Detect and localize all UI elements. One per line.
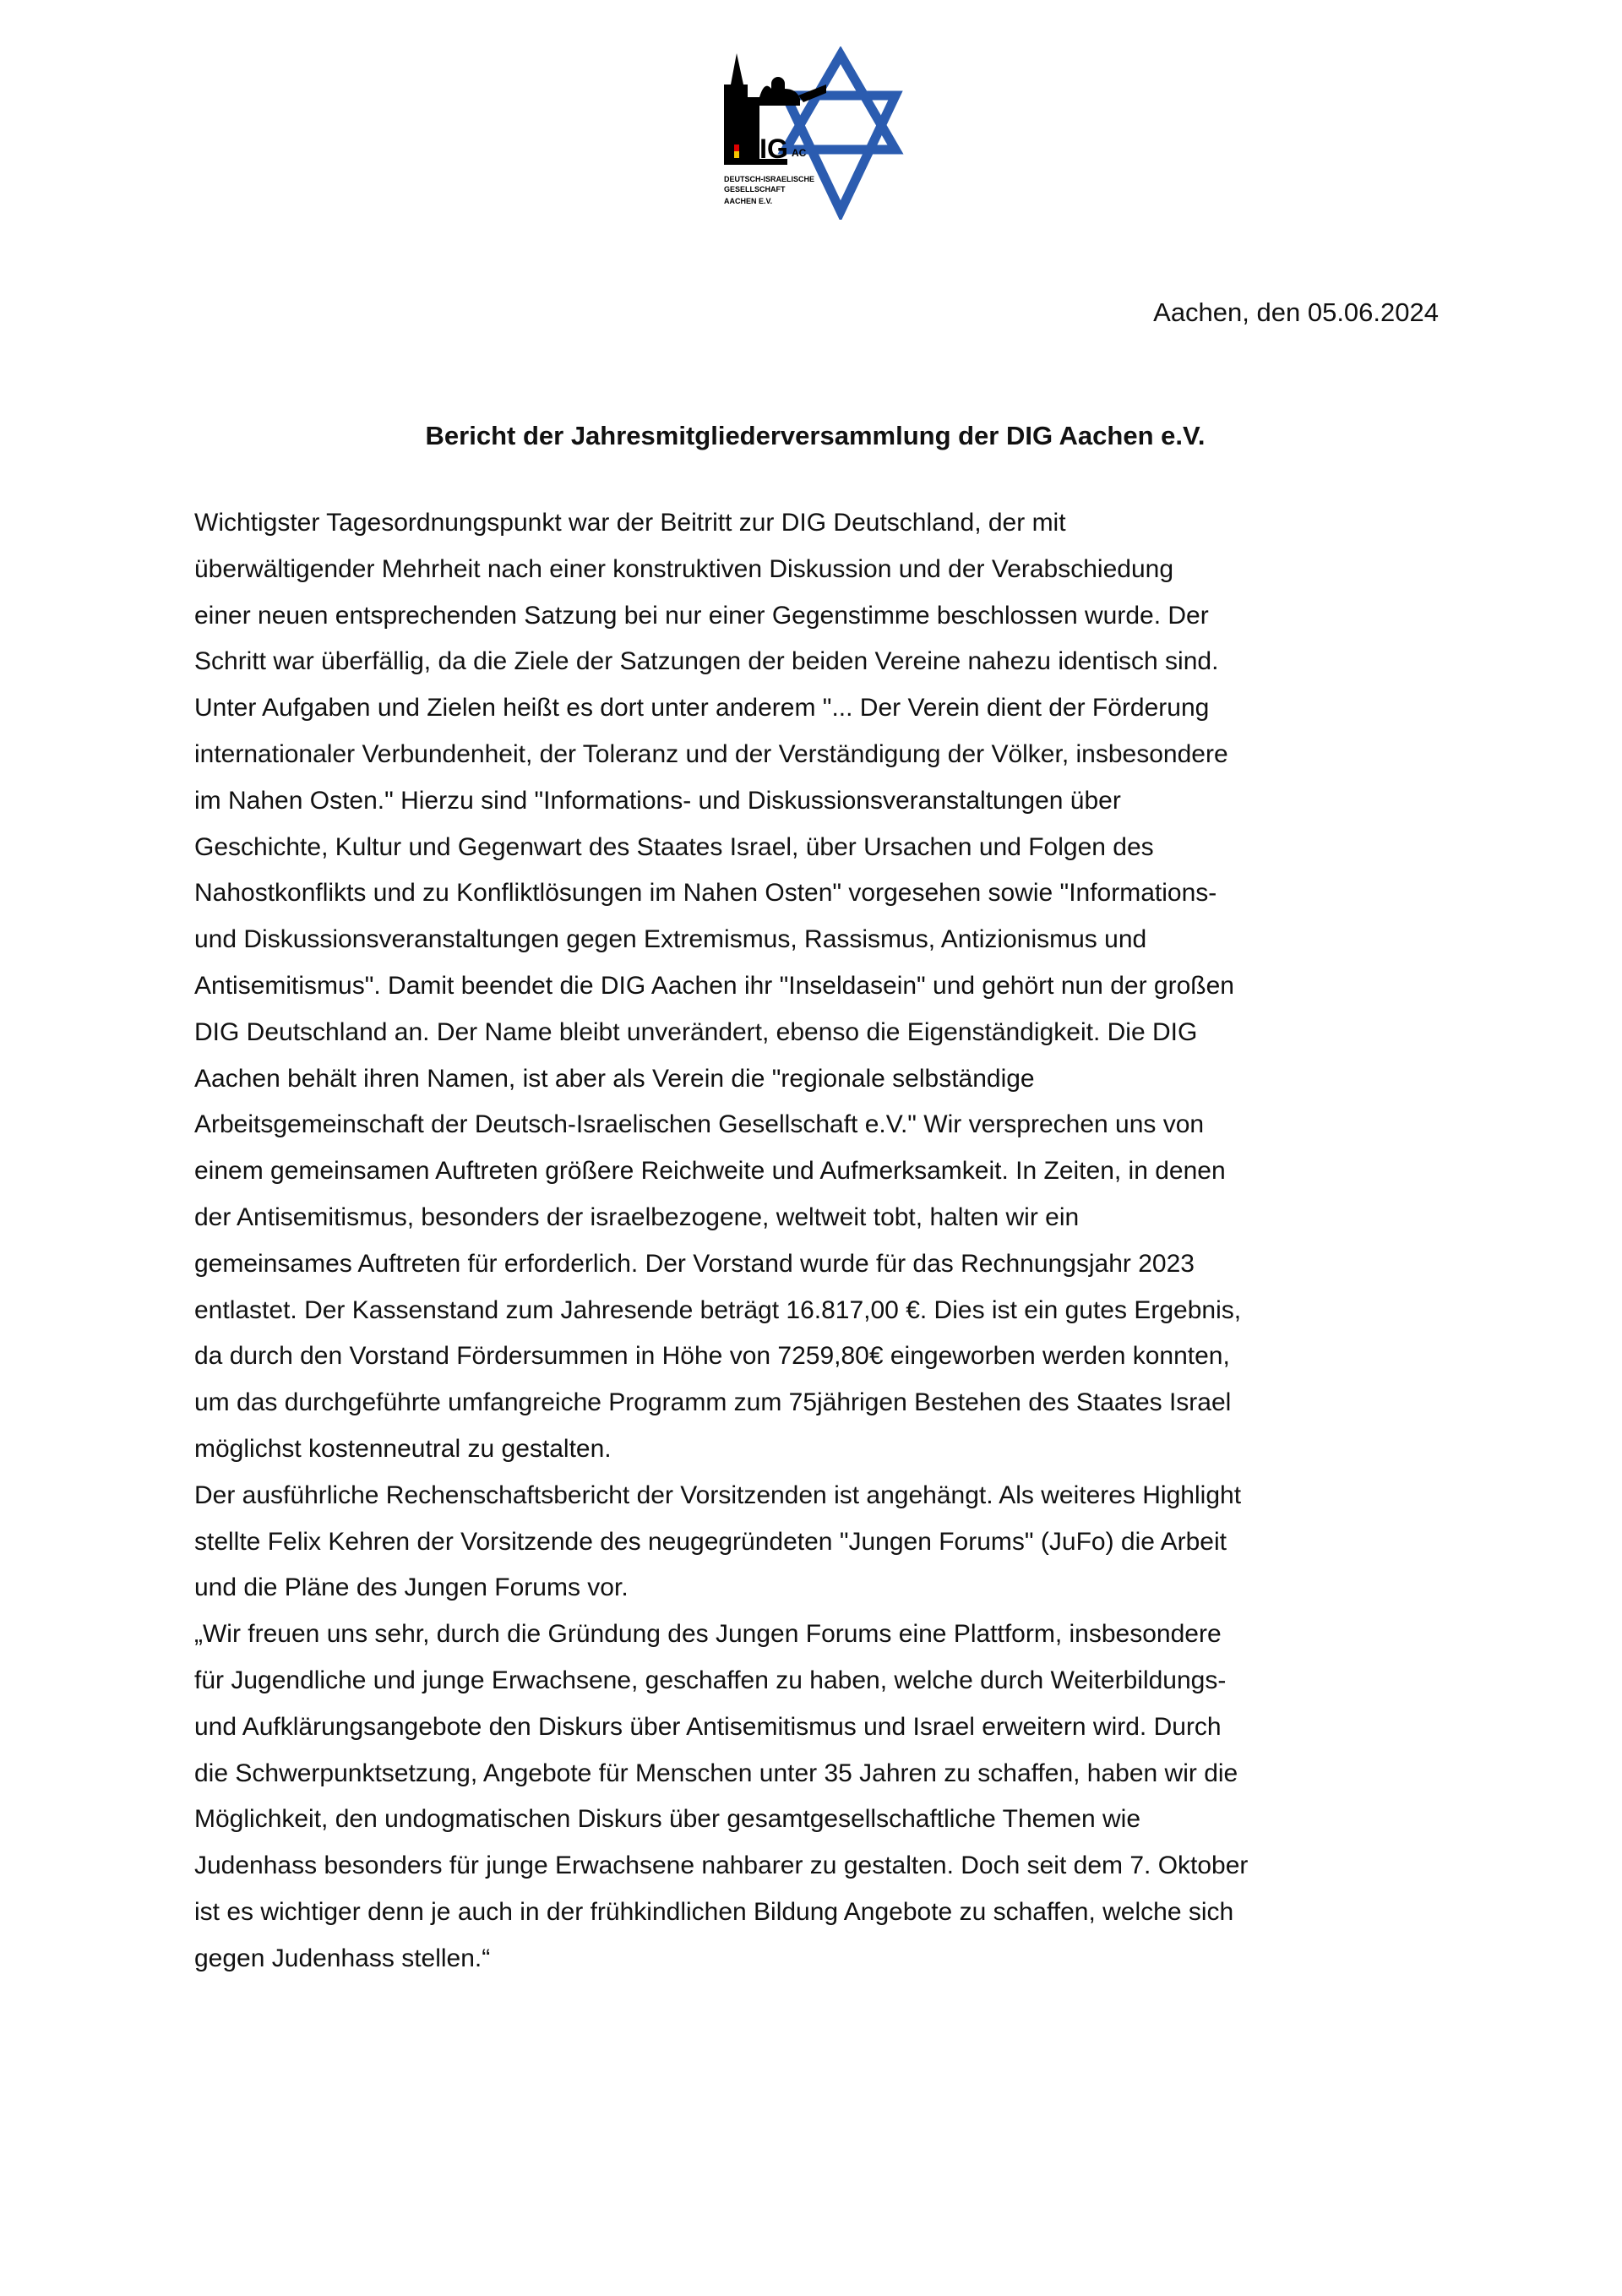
- report-body: [194, 500, 1248, 1982]
- text-line: im Nahen Osten." Hierzu sind "Informations- und Diskussionsveranstaltungen über: [194, 786, 1121, 815]
- star-of-david-icon: [786, 55, 895, 211]
- text-line: Aachen behält ihren Namen, ist aber als Verein die "regionale selbständige: [194, 1064, 1035, 1093]
- text-line: entlastet. Der Kassenstand zum Jahresende beträgt 16.817,00 €. Dies ist ein gutes Ergebnis,: [194, 1295, 1242, 1324]
- svg-text:GESELLSCHAFT: GESELLSCHAFT: [724, 185, 786, 194]
- text-line: Möglichkeit, den undogmatischen Diskurs über gesamtgesellschaftliche Themen wie: [194, 1805, 1141, 1834]
- text-line: da durch den Vorstand Fördersummen in Höhe von 7259,80€ eingeworben werden konnten,: [194, 1342, 1230, 1371]
- text-line: DIG Deutschland an. Der Name bleibt unverändert, ebenso die Eigenständigkeit. Die DIG: [194, 1017, 1198, 1046]
- text-line: der Antisemitismus, besonders der israelbezogene, weltweit tobt, halten wir ein: [194, 1203, 1080, 1231]
- text-line: möglichst kostenneutral zu gestalten.: [194, 1434, 612, 1463]
- text-line: stellte Felix Kehren der Vorsitzende des neugegründeten "Jungen Forums" (JuFo) die Arbeit: [194, 1527, 1227, 1556]
- text-line: einer neuen entsprechenden Satzung bei nur einer Gegenstimme beschlossen wurde. Der: [194, 601, 1209, 630]
- text-line: überwältigender Mehrheit nach einer konstruktiven Diskussion und der Verabschiedung: [194, 554, 1174, 583]
- text-line: um das durchgeführte umfangreiche Programm zum 75jährigen Bestehen des Staates Israel: [194, 1388, 1232, 1417]
- document-title: Bericht der Jahresmitgliederversammlung der DIG Aachen e.V.: [425, 421, 1206, 450]
- dig-aachen-logo: [722, 46, 912, 220]
- text-line: „Wir freuen uns sehr, durch die Gründung des Jungen Forums eine Plattform, insbesondere: [194, 1620, 1222, 1649]
- text-line: Unter Aufgaben und Zielen heißt es dort unter anderem "... Der Verein dient der Förderung: [194, 694, 1210, 723]
- text-line: Judenhass besonders für junge Erwachsene nahbarer zu gestalten. Doch seit dem 7. Oktober: [194, 1852, 1249, 1880]
- text-line: und Diskussionsveranstaltungen gegen Extremismus, Rassismus, Antizionismus und: [194, 925, 1147, 954]
- text-line: und Aufklärungsangebote den Diskurs über Antisemitismus und Israel erweitern wird. Durch: [194, 1712, 1222, 1741]
- text-line: Wichtigster Tagesordnungspunkt war der Beitritt zur DIG Deutschland, der mit: [194, 509, 1066, 537]
- text-line: Nahostkonflikts und zu Konfliktlösungen im Nahen Osten" vorgesehen sowie "Informations-: [194, 879, 1217, 908]
- svg-text:AC: AC: [792, 147, 807, 159]
- text-line: gegen Judenhass stellen.“: [194, 1944, 491, 1972]
- text-line: gemeinsames Auftreten für erforderlich. Der Vorstand wurde für das Rechnungsjahr 2023: [194, 1249, 1195, 1278]
- svg-text:DEUTSCH-ISRAELISCHE: DEUTSCH-ISRAELISCHE: [724, 175, 815, 183]
- text-line: Der ausführliche Rechenschaftsbericht der Vorsitzenden ist angehängt. Als weiteres Highlight: [194, 1481, 1242, 1509]
- text-line: einem gemeinsamen Auftreten größere Reichweite und Aufmerksamkeit. In Zeiten, in denen: [194, 1157, 1226, 1186]
- text-line: für Jugendliche und junge Erwachsene, geschaffen zu haben, welche durch Weiterbildungs-: [194, 1666, 1227, 1694]
- document-date: Aachen, den 05.06.2024: [1153, 297, 1439, 327]
- text-line: internationaler Verbundenheit, der Toleranz und der Verständigung der Völker, insbesondere: [194, 739, 1228, 768]
- text-line: Geschichte, Kultur und Gegenwart des Staates Israel, über Ursachen und Folgen des: [194, 832, 1154, 861]
- text-line: Arbeitsgemeinschaft der Deutsch-Israelischen Gesellschaft e.V." Wir versprechen uns von: [194, 1110, 1205, 1139]
- svg-text:AACHEN E.V.: AACHEN E.V.: [724, 197, 773, 205]
- text-line: und die Pläne des Jungen Forums vor.: [194, 1573, 629, 1602]
- text-line: ist es wichtiger denn je auch in der frühkindlichen Bildung Angebote zu schaffen, welche sich: [194, 1897, 1234, 1926]
- text-line: Antisemitismus". Damit beendet die DIG Aachen ihr "Inseldasein" und gehört nun der großen: [194, 971, 1234, 1000]
- text-line: die Schwerpunktsetzung, Angebote für Menschen unter 35 Jahren zu schaffen, haben wir die: [194, 1759, 1238, 1787]
- logo-dig-text: DIG: [740, 134, 788, 164]
- text-line: Schritt war überfällig, da die Ziele der Satzungen der beiden Vereine nahezu identisch sind.: [194, 647, 1219, 676]
